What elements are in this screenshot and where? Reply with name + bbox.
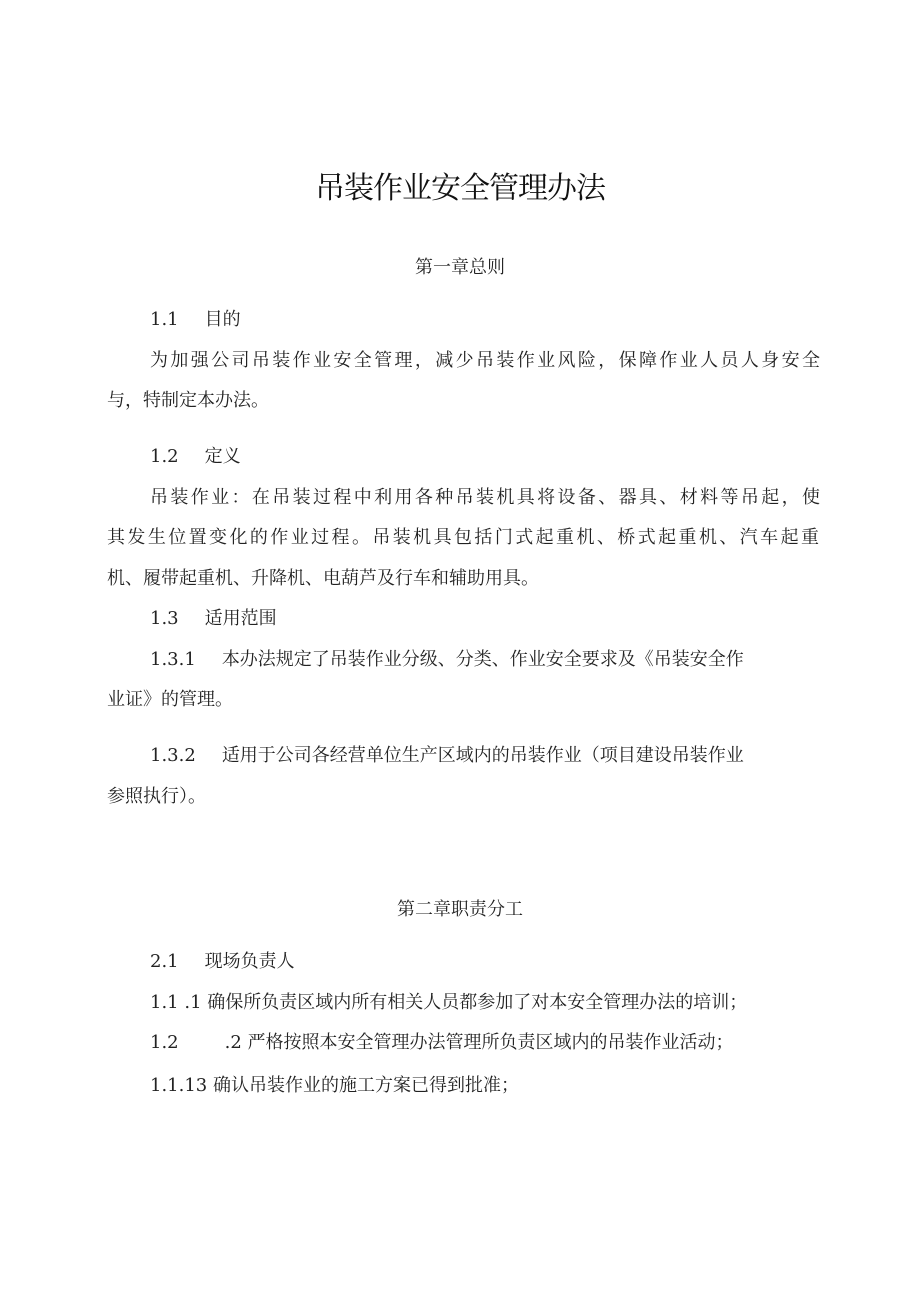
- paragraph-line: 其发生位置变化的作业过程。吊装机具包括门式起重机、桥式起重机、汽车起重: [107, 527, 819, 548]
- paragraph-line: 机、履带起重机、升降机、电葫芦及行车和辅助用具。: [107, 568, 539, 589]
- section-title: 目的: [204, 309, 241, 330]
- section-number: 1.3.2: [150, 745, 196, 766]
- section-number: 1.3.1: [150, 649, 196, 670]
- section-title: 现场负责人: [204, 951, 295, 972]
- section-1-1-heading: [150, 305, 820, 335]
- chapter-2-heading: 第二章职责分工: [397, 899, 523, 920]
- section-number: 1.2: [150, 446, 179, 467]
- paragraph-text: 适用于公司各经营单位生产区域内的吊装作业（项目建设吊装作业: [221, 745, 744, 766]
- section-number: 2.1: [150, 951, 179, 972]
- document-title: 吊装作业安全管理办法: [315, 171, 605, 206]
- section-1-2-heading: [150, 442, 820, 472]
- section-1-3-heading: [150, 604, 820, 634]
- section-title: 定义: [204, 446, 241, 467]
- list-item: 1.1.13 确认吊装作业的施工方案已得到批准；: [150, 1075, 519, 1096]
- section-1-3-2: [150, 741, 820, 771]
- paragraph-text: 本办法规定了吊装作业分级、分类、作业安全要求及《吊装安全作: [221, 649, 744, 670]
- chapter-1-heading: 第一章总则: [415, 257, 505, 278]
- item-number: 1.2: [150, 1032, 179, 1053]
- paragraph-line: 吊装作业：在吊装过程中利用各种吊装机具将设备、器具、材料等吊起，使: [150, 487, 820, 508]
- paragraph-line: 参照执行）。: [107, 786, 206, 807]
- item-text: .2 严格按照本安全管理办法管理所负责区域内的吊装作业活动；: [224, 1032, 734, 1053]
- list-item: 1.1 .1 确保所负责区域内所有相关人员都参加了对本安全管理办法的培训；: [150, 992, 748, 1013]
- paragraph-line: 业证》的管理。: [107, 689, 233, 710]
- paragraph-line: 与，特制定本办法。: [107, 390, 269, 411]
- section-number: 1.3: [150, 608, 179, 629]
- section-1-3-1: [150, 645, 820, 675]
- section-number: 1.1: [150, 309, 179, 330]
- list-item: [150, 1028, 820, 1058]
- paragraph-line: 为加强公司吊装作业安全管理，减少吊装作业风险，保障作业人员人身安全: [150, 350, 820, 371]
- section-2-1-heading: [150, 947, 820, 977]
- section-title: 适用范围: [204, 608, 277, 629]
